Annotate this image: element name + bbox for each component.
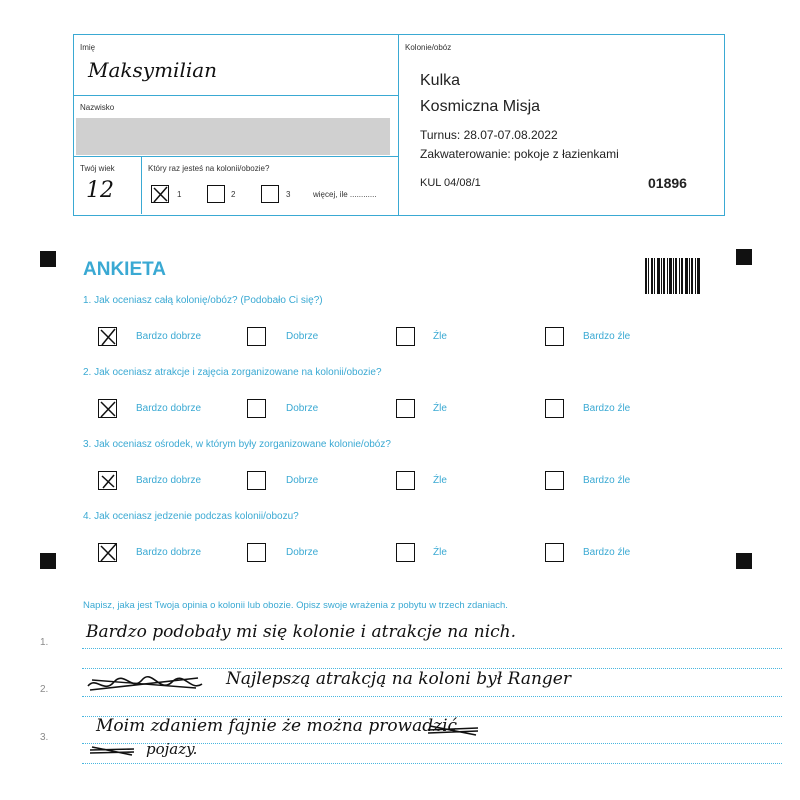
- q2-option-label: Bardzo dobrze: [136, 403, 202, 414]
- first-name-value[interactable]: Maksymilian: [88, 58, 218, 82]
- q4-bardzo-zle-checkbox[interactable]: [545, 543, 564, 562]
- q3-option-label: Bardzo dobrze: [136, 475, 202, 486]
- q2-option-label: Dobrze: [286, 403, 319, 414]
- q1-option-label: Bardzo źle: [583, 331, 631, 342]
- camp-label: Kolonie/obóz: [405, 43, 452, 52]
- checkmark-icon: [99, 400, 118, 419]
- q1-zle-checkbox[interactable]: [396, 327, 415, 346]
- q2-bardzo-dobrze-checkbox[interactable]: [98, 399, 117, 418]
- registration-marker: [736, 249, 752, 265]
- q3-zle-checkbox[interactable]: [396, 471, 415, 490]
- writing-line: [82, 696, 782, 697]
- age-value[interactable]: 12: [86, 178, 114, 203]
- q1-dobrze-checkbox[interactable]: [247, 327, 266, 346]
- visit-count-label: Który raz jesteś na kolonii/obozie?: [148, 164, 270, 173]
- q3-bardzo-zle-checkbox[interactable]: [545, 471, 564, 490]
- opinion-answer-3[interactable]: Moim zdaniem fajnie że można prowadzić: [96, 716, 458, 736]
- header-divider-1: [73, 95, 399, 96]
- age-label: Twój wiek: [80, 164, 115, 173]
- camp-program: Kosmiczna Misja: [420, 98, 541, 115]
- question-2: 2. Jak oceniasz atrakcje i zajęcia zorganizowane na kolonii/obozie?: [83, 367, 382, 378]
- q4-zle-checkbox[interactable]: [396, 543, 415, 562]
- q2-option-label: Źle: [433, 403, 447, 414]
- header-divider-3: [141, 156, 142, 214]
- camp-name: Kulka: [420, 72, 461, 89]
- barcode-icon: [645, 258, 701, 294]
- scribble-icon: [426, 722, 480, 738]
- checkmark-icon: [99, 472, 118, 491]
- visit-3-label: 3: [286, 190, 291, 199]
- visit-1-checkbox[interactable]: [151, 185, 169, 203]
- form-number: 01896: [648, 175, 687, 191]
- q1-option-label: Bardzo dobrze: [136, 331, 202, 342]
- writing-line: [82, 648, 782, 649]
- question-3: 3. Jak oceniasz ośrodek, w którym były zorganizowane kolonie/obóz?: [83, 439, 391, 450]
- opinion-answer-4[interactable]: pojazy.: [146, 740, 198, 758]
- q3-option-label: Bardzo źle: [583, 475, 631, 486]
- question-1: 1. Jak oceniasz całą kolonię/obóz? (Podobało Ci się?): [83, 295, 323, 306]
- registration-marker: [40, 553, 56, 569]
- q1-option-label: Dobrze: [286, 331, 319, 342]
- q2-option-label: Bardzo źle: [583, 403, 631, 414]
- opinion-answer-2[interactable]: Najlepszą atrakcją na koloni był Ranger: [226, 669, 571, 689]
- q3-bardzo-dobrze-checkbox[interactable]: [98, 471, 117, 490]
- q4-option-label: Bardzo źle: [583, 547, 631, 558]
- scribble-icon: [88, 744, 136, 758]
- question-4: 4. Jak oceniasz jedzenie podczas kolonii/obozu?: [83, 511, 299, 522]
- visit-2-checkbox[interactable]: [207, 185, 225, 203]
- visit-1-label: 1: [177, 190, 182, 199]
- q2-zle-checkbox[interactable]: [396, 399, 415, 418]
- checkmark-icon: [99, 328, 118, 347]
- q1-bardzo-zle-checkbox[interactable]: [545, 327, 564, 346]
- q2-dobrze-checkbox[interactable]: [247, 399, 266, 418]
- registration-marker: [40, 251, 56, 267]
- q3-option-label: Źle: [433, 475, 447, 486]
- writing-line: [82, 763, 782, 764]
- opinion-prompt: Napisz, jaka jest Twoja opinia o kolonii lub obozie. Opisz swoje wrażenia z pobytu w trzech zdaniach.: [83, 600, 508, 611]
- last-name-label: Nazwisko: [80, 103, 115, 112]
- survey-title: ANKIETA: [83, 259, 167, 280]
- visit-2-label: 2: [231, 190, 236, 199]
- q4-dobrze-checkbox[interactable]: [247, 543, 266, 562]
- header-divider-vertical: [398, 34, 399, 215]
- opinion-answer-1[interactable]: Bardzo podobały mi się kolonie i atrakcje na nich.: [86, 622, 517, 642]
- q3-option-label: Dobrze: [286, 475, 319, 486]
- scribble-icon: [86, 672, 204, 696]
- line-number: 2.: [40, 684, 49, 695]
- line-number: 1.: [40, 637, 49, 648]
- last-name-redacted: [76, 118, 390, 155]
- q4-option-label: Dobrze: [286, 547, 319, 558]
- q2-bardzo-zle-checkbox[interactable]: [545, 399, 564, 418]
- first-name-label: Imię: [80, 43, 96, 52]
- q1-bardzo-dobrze-checkbox[interactable]: [98, 327, 117, 346]
- visit-more-label: więcej, ile ............: [313, 190, 377, 199]
- registration-marker: [736, 553, 752, 569]
- visit-3-checkbox[interactable]: [261, 185, 279, 203]
- camp-code: KUL 04/08/1: [420, 177, 481, 189]
- checkmark-icon: [99, 544, 118, 563]
- q4-bardzo-dobrze-checkbox[interactable]: [98, 543, 117, 562]
- q1-option-label: Źle: [433, 331, 447, 342]
- camp-accommodation: Zakwaterowanie: pokoje z łazienkami: [420, 147, 619, 161]
- line-number: 3.: [40, 732, 49, 743]
- camp-turnus: Turnus: 28.07-07.08.2022: [420, 128, 558, 142]
- checkmark-icon: [152, 186, 170, 204]
- header-divider-2: [73, 156, 399, 157]
- q4-option-label: Bardzo dobrze: [136, 547, 202, 558]
- q4-option-label: Źle: [433, 547, 447, 558]
- q3-dobrze-checkbox[interactable]: [247, 471, 266, 490]
